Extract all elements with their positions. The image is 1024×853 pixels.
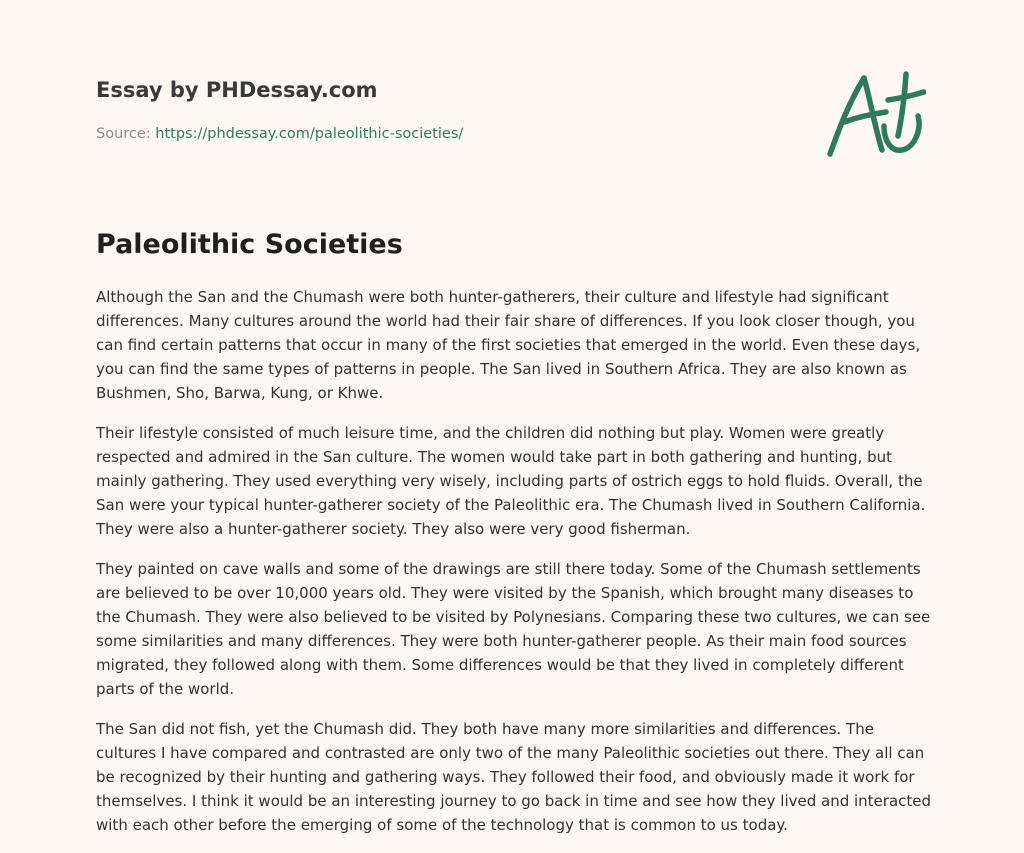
essay-body xyxy=(96,285,932,853)
page-header xyxy=(96,76,932,176)
source-line xyxy=(96,124,463,144)
source-link[interactable]: https://phdessay.com/paleolithic-societies/ xyxy=(155,126,464,142)
essay-paragraph: The San did not fish, yet the Chumash did. They both have many more similarities and differences. The cultures I have compared and contrasted are only two of the many Paleolithic societies out there. They all can be recognized by their hunting and gathering ways. They followed their food, and obviously made it work for themselves. I think it would be an interesting journey to go back in time and see how they lived and interacted with each other before the emerging of some of the technology that is common to us today. xyxy=(96,720,932,834)
essay-paragraph: Their lifestyle consisted of much leisure time, and the children did nothing but play. Women were greatly respected and admired in the San culture. The women would take part in both gathering and hunting, but mainly gathering. They used everything very wisely, including parts of ostrich eggs to hold fluids. Overall, the San were your typical hunter-gatherer society of the Paleolithic era. The Chumash lived in Southern California. They were also a hunter-gatherer society. They also were very good fisherman. xyxy=(96,424,926,538)
essay-page xyxy=(96,0,932,852)
a-plus-logo-icon xyxy=(826,70,926,162)
source-label: Source: xyxy=(96,126,156,142)
essay-paragraph: They painted on cave walls and some of the drawings are still there today. Some of the Chumash settlements are believed to be over 10,000 years old. They were visited by the Spanish, which brought many diseases to the Chumash. They were also believed to be visited by Polynesians. Comparing these two cultures, we can see some similarities and many differences. They were both hunter-gatherer people. As their main food sources migrated, they followed along with them. Some differences would be that they lived in completely different parts of the world. xyxy=(96,560,931,698)
essay-paragraph: Although the San and the Chumash were both hunter-gatherers, their culture and lifestyle had significant differences. Many cultures around the world had their fair share of differences. If you look closer though, you can find certain patterns that occur in many of the first societies that emerged in the world. Even these days, you can find the same types of patterns in people. The San lived in Southern Africa. They are also known as Bushmen, Sho, Barwa, Kung, or Khwe. xyxy=(96,288,921,402)
essay-title: Paleolithic Societies xyxy=(96,229,403,260)
site-title: Essay by PHDessay.com xyxy=(96,78,378,102)
logo-strokes xyxy=(830,74,924,154)
